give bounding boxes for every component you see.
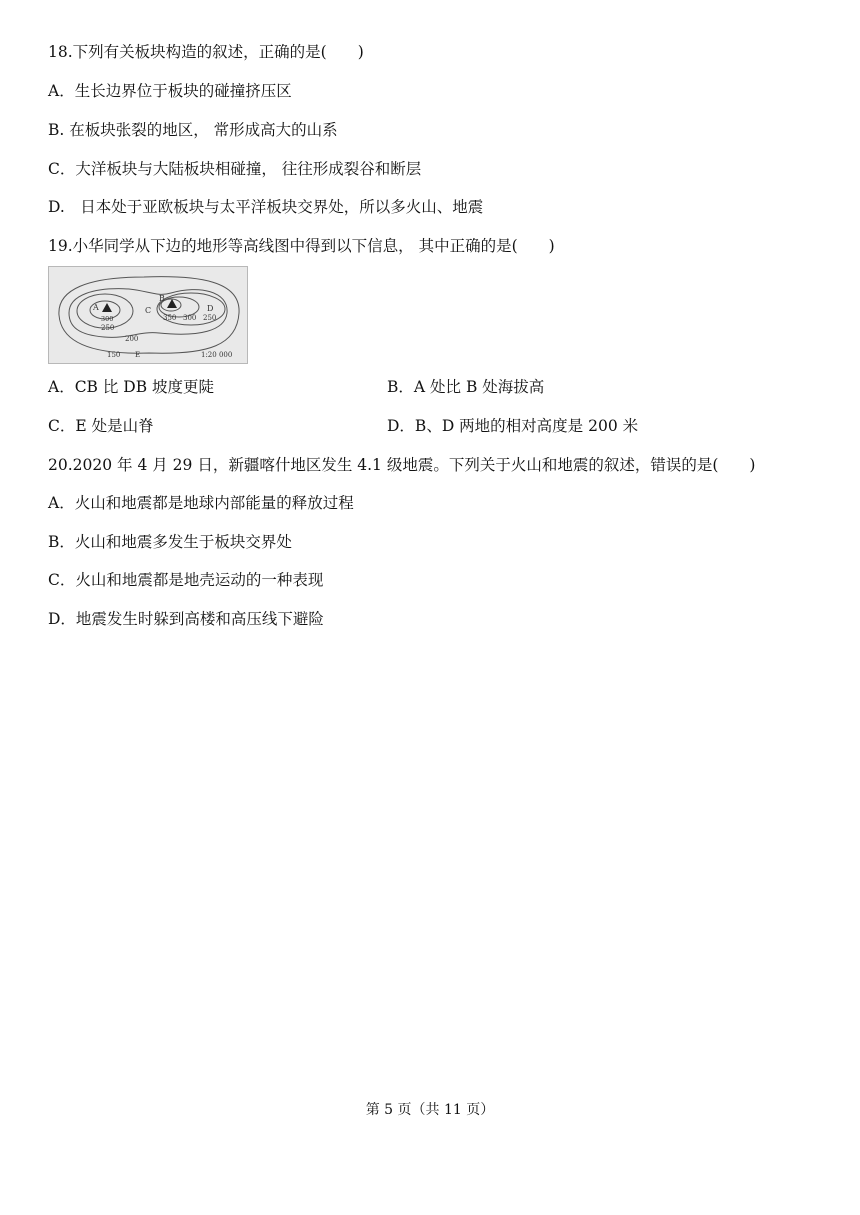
q20-option-c: C．火山和地震都是地壳运动的一种表现 — [48, 571, 324, 589]
q18-option-b: B. 在板块张裂的地区， 常形成高大的山系 — [48, 121, 338, 139]
q19-option-b: B．A 处比 B 处海拔高 — [387, 378, 545, 396]
q20-option-a: A．火山和地震都是地球内部能量的释放过程 — [48, 494, 354, 512]
label-elev-300-left: 300 — [101, 315, 114, 323]
page-footer: 第 5 页（共 11 页） — [365, 1102, 495, 1118]
mountain-peak-icon — [167, 299, 177, 308]
label-elev-250-right: 250 — [203, 314, 217, 322]
contour-map-figure — [48, 266, 248, 364]
q20-option-d: D．地震发生时躲到高楼和高压线下避险 — [48, 610, 324, 628]
q19-option-c: C．E 处是山脊 — [48, 417, 154, 435]
label-a: A — [93, 303, 99, 312]
q19-option-a: A．CB 比 DB 坡度更陡 — [48, 378, 215, 396]
q18-option-d: D. 日本处于亚欧板块与太平洋板块交界处，所以多火山、地震 — [48, 198, 484, 216]
label-e: E — [135, 351, 141, 359]
question-20-stem: 20.2020 年 4 月 29 日，新疆喀什地区发生 4.1 级地震。下列关于火山和地震的叙述，错误的是( ) — [48, 456, 756, 474]
label-c: C — [145, 306, 152, 315]
label-b: B — [159, 294, 165, 303]
contour-map — [49, 267, 247, 363]
label-d: D — [207, 304, 214, 313]
label-elev-350: 350 — [163, 314, 177, 322]
mountain-peak-icon — [102, 303, 112, 312]
label-elev-300-right: 300 — [183, 314, 197, 322]
question-18-stem: 18.下列有关板块构造的叙述，正确的是( ) — [48, 43, 364, 61]
label-elev-200: 200 — [125, 335, 139, 343]
q18-option-c: C．大洋板块与大陆板块相碰撞， 往往形成裂谷和断层 — [48, 160, 422, 178]
q20-option-b: B．火山和地震多发生于板块交界处 — [48, 533, 292, 551]
q18-option-a: A．生长边界位于板块的碰撞挤压区 — [48, 82, 292, 100]
label-elev-250-left: 250 — [101, 324, 115, 332]
label-elev-150: 150 — [107, 351, 121, 359]
q19-option-d: D．B、D 两地的相对高度是 200 米 — [387, 417, 639, 435]
map-scale: 1:20 000 — [201, 351, 233, 359]
question-19-stem: 19.小华同学从下边的地形等高线图中得到以下信息， 其中正确的是( ) — [48, 237, 555, 255]
